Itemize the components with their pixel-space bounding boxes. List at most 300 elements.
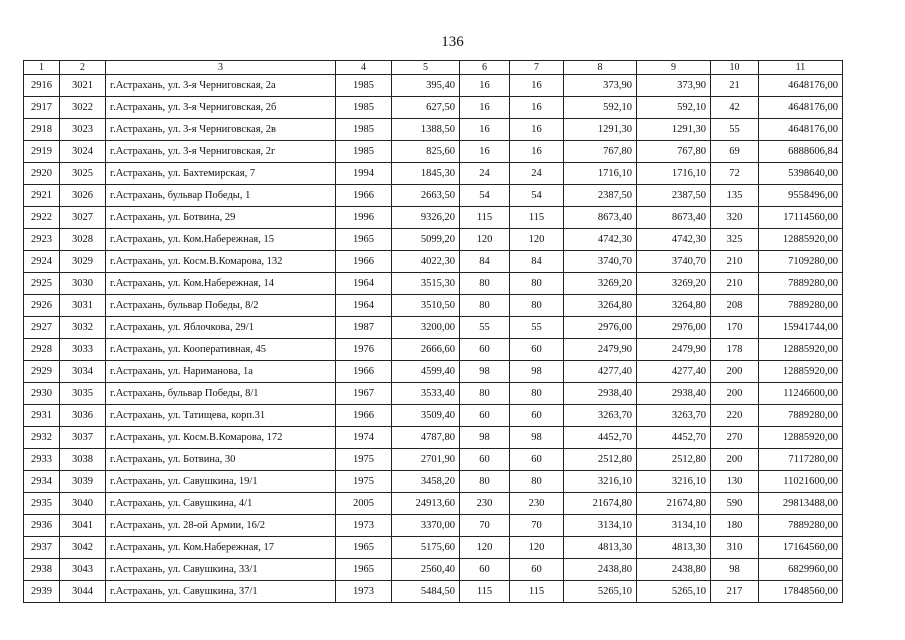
cell-residents: 80	[510, 383, 564, 405]
cell-apartments: 54	[460, 185, 510, 207]
cell-apartments: 80	[460, 295, 510, 317]
cell-residents: 70	[510, 515, 564, 537]
table-row	[24, 317, 843, 339]
column-header-9: 9	[637, 61, 711, 75]
cell-row-number: 2939	[24, 581, 60, 603]
table-row	[24, 493, 843, 515]
cell-living-area: 4742,30	[564, 229, 637, 251]
cell-address: г.Астрахань, ул. 3-я Черниговская, 2б	[106, 97, 336, 119]
cell-living-area: 4277,40	[564, 361, 637, 383]
cell-cost: 12885920,00	[759, 339, 843, 361]
cell-year-built: 1965	[336, 537, 392, 559]
cell-year-built: 1985	[336, 119, 392, 141]
cell-apartments: 70	[460, 515, 510, 537]
cell-apartments: 98	[460, 427, 510, 449]
cell-living-area: 3263,70	[564, 405, 637, 427]
cell-total-area: 3458,20	[392, 471, 460, 493]
cell-wear-percent: 42	[711, 97, 759, 119]
cell-living-area: 2479,90	[564, 339, 637, 361]
column-header-7: 7	[510, 61, 564, 75]
cell-object-id: 3026	[60, 185, 106, 207]
cell-apartments: 80	[460, 471, 510, 493]
cell-residents: 115	[510, 581, 564, 603]
cell-year-built: 2005	[336, 493, 392, 515]
cell-wear-percent: 21	[711, 75, 759, 97]
cell-row-number: 2920	[24, 163, 60, 185]
cell-living-area: 3216,10	[564, 471, 637, 493]
cell-row-number: 2926	[24, 295, 60, 317]
cell-living-area: 21674,80	[564, 493, 637, 515]
table-row	[24, 141, 843, 163]
cell-cost: 29813488,00	[759, 493, 843, 515]
column-header-2: 2	[60, 61, 106, 75]
cell-useful-area: 2438,80	[637, 559, 711, 581]
cell-useful-area: 21674,80	[637, 493, 711, 515]
cell-object-id: 3043	[60, 559, 106, 581]
table-row	[24, 427, 843, 449]
cell-object-id: 3022	[60, 97, 106, 119]
cell-year-built: 1966	[336, 361, 392, 383]
cell-apartments: 60	[460, 405, 510, 427]
cell-total-area: 3200,00	[392, 317, 460, 339]
cell-residents: 16	[510, 141, 564, 163]
cell-wear-percent: 325	[711, 229, 759, 251]
cell-wear-percent: 320	[711, 207, 759, 229]
cell-row-number: 2927	[24, 317, 60, 339]
cell-useful-area: 5265,10	[637, 581, 711, 603]
cell-apartments: 16	[460, 75, 510, 97]
cell-apartments: 16	[460, 141, 510, 163]
cell-object-id: 3028	[60, 229, 106, 251]
cell-row-number: 2935	[24, 493, 60, 515]
cell-address: г.Астрахань, ул. Савушкина, 37/1	[106, 581, 336, 603]
cell-object-id: 3023	[60, 119, 106, 141]
cell-living-area: 3269,20	[564, 273, 637, 295]
table-row	[24, 515, 843, 537]
cell-object-id: 3038	[60, 449, 106, 471]
cell-row-number: 2928	[24, 339, 60, 361]
cell-year-built: 1976	[336, 339, 392, 361]
cell-total-area: 2663,50	[392, 185, 460, 207]
cell-apartments: 60	[460, 559, 510, 581]
cell-apartments: 60	[460, 449, 510, 471]
cell-total-area: 3510,50	[392, 295, 460, 317]
column-number-row	[24, 61, 843, 75]
cell-year-built: 1975	[336, 471, 392, 493]
cell-apartments: 80	[460, 273, 510, 295]
cell-residents: 60	[510, 405, 564, 427]
cell-row-number: 2929	[24, 361, 60, 383]
cell-year-built: 1975	[336, 449, 392, 471]
cell-object-id: 3033	[60, 339, 106, 361]
cell-year-built: 1985	[336, 75, 392, 97]
cell-living-area: 767,80	[564, 141, 637, 163]
cell-year-built: 1965	[336, 559, 392, 581]
cell-wear-percent: 590	[711, 493, 759, 515]
cell-residents: 16	[510, 119, 564, 141]
cell-residents: 60	[510, 449, 564, 471]
cell-residents: 24	[510, 163, 564, 185]
cell-cost: 5398640,00	[759, 163, 843, 185]
cell-residents: 55	[510, 317, 564, 339]
cell-useful-area: 2479,90	[637, 339, 711, 361]
cell-useful-area: 3263,70	[637, 405, 711, 427]
cell-useful-area: 3740,70	[637, 251, 711, 273]
cell-wear-percent: 310	[711, 537, 759, 559]
table-row	[24, 339, 843, 361]
cell-useful-area: 4813,30	[637, 537, 711, 559]
cell-wear-percent: 220	[711, 405, 759, 427]
cell-total-area: 395,40	[392, 75, 460, 97]
cell-useful-area: 2938,40	[637, 383, 711, 405]
cell-total-area: 2701,90	[392, 449, 460, 471]
cell-living-area: 2512,80	[564, 449, 637, 471]
cell-year-built: 1996	[336, 207, 392, 229]
cell-wear-percent: 98	[711, 559, 759, 581]
cell-useful-area: 592,10	[637, 97, 711, 119]
table-row	[24, 119, 843, 141]
cell-living-area: 1291,30	[564, 119, 637, 141]
cell-object-id: 3044	[60, 581, 106, 603]
cell-living-area: 5265,10	[564, 581, 637, 603]
column-header-8: 8	[564, 61, 637, 75]
cell-row-number: 2932	[24, 427, 60, 449]
cell-total-area: 5484,50	[392, 581, 460, 603]
cell-object-id: 3042	[60, 537, 106, 559]
cell-residents: 16	[510, 75, 564, 97]
cell-residents: 120	[510, 229, 564, 251]
cell-year-built: 1966	[336, 251, 392, 273]
column-header-5: 5	[392, 61, 460, 75]
cell-address: г.Астрахань, ул. 3-я Черниговская, 2г	[106, 141, 336, 163]
column-header-4: 4	[336, 61, 392, 75]
cell-row-number: 2918	[24, 119, 60, 141]
cell-useful-area: 3134,10	[637, 515, 711, 537]
cell-year-built: 1967	[336, 383, 392, 405]
cell-wear-percent: 210	[711, 251, 759, 273]
cell-apartments: 60	[460, 339, 510, 361]
cell-address: г.Астрахань, ул. Ботвина, 29	[106, 207, 336, 229]
cell-residents: 98	[510, 361, 564, 383]
cell-total-area: 825,60	[392, 141, 460, 163]
cell-row-number: 2923	[24, 229, 60, 251]
cell-living-area: 373,90	[564, 75, 637, 97]
cell-year-built: 1964	[336, 273, 392, 295]
cell-cost: 6829960,00	[759, 559, 843, 581]
cell-row-number: 2919	[24, 141, 60, 163]
cell-living-area: 3134,10	[564, 515, 637, 537]
cell-year-built: 1974	[336, 427, 392, 449]
cell-cost: 12885920,00	[759, 229, 843, 251]
cell-useful-area: 373,90	[637, 75, 711, 97]
cell-address: г.Астрахань, ул. 3-я Черниговская, 2в	[106, 119, 336, 141]
table-row	[24, 405, 843, 427]
cell-useful-area: 3269,20	[637, 273, 711, 295]
cell-total-area: 5175,60	[392, 537, 460, 559]
cell-address: г.Астрахань, бульвар Победы, 8/2	[106, 295, 336, 317]
cell-residents: 54	[510, 185, 564, 207]
cell-residents: 16	[510, 97, 564, 119]
cell-useful-area: 2512,80	[637, 449, 711, 471]
cell-row-number: 2916	[24, 75, 60, 97]
housing-registry-table	[23, 60, 843, 603]
table-body	[24, 75, 843, 603]
cell-living-area: 2938,40	[564, 383, 637, 405]
table-row	[24, 97, 843, 119]
column-header-10: 10	[711, 61, 759, 75]
cell-year-built: 1985	[336, 141, 392, 163]
cell-object-id: 3035	[60, 383, 106, 405]
table-row	[24, 185, 843, 207]
cell-total-area: 4787,80	[392, 427, 460, 449]
cell-total-area: 5099,20	[392, 229, 460, 251]
table-row	[24, 581, 843, 603]
cell-wear-percent: 170	[711, 317, 759, 339]
cell-year-built: 1973	[336, 581, 392, 603]
cell-address: г.Астрахань, ул. Савушкина, 19/1	[106, 471, 336, 493]
table-row	[24, 449, 843, 471]
cell-cost: 9558496,00	[759, 185, 843, 207]
cell-cost: 4648176,00	[759, 97, 843, 119]
cell-address: г.Астрахань, ул. 3-я Черниговская, 2а	[106, 75, 336, 97]
cell-living-area: 3264,80	[564, 295, 637, 317]
cell-living-area: 592,10	[564, 97, 637, 119]
cell-total-area: 4022,30	[392, 251, 460, 273]
cell-wear-percent: 270	[711, 427, 759, 449]
cell-cost: 11021600,00	[759, 471, 843, 493]
cell-useful-area: 767,80	[637, 141, 711, 163]
cell-cost: 4648176,00	[759, 119, 843, 141]
cell-cost: 7117280,00	[759, 449, 843, 471]
cell-cost: 7889280,00	[759, 295, 843, 317]
cell-year-built: 1965	[336, 229, 392, 251]
cell-cost: 11246600,00	[759, 383, 843, 405]
table-row	[24, 251, 843, 273]
cell-apartments: 80	[460, 383, 510, 405]
cell-cost: 12885920,00	[759, 361, 843, 383]
cell-living-area: 2438,80	[564, 559, 637, 581]
cell-residents: 80	[510, 273, 564, 295]
table-row	[24, 537, 843, 559]
cell-total-area: 1845,30	[392, 163, 460, 185]
cell-cost: 17848560,00	[759, 581, 843, 603]
cell-total-area: 9326,20	[392, 207, 460, 229]
cell-address: г.Астрахань, ул. Кооперативная, 45	[106, 339, 336, 361]
cell-year-built: 1964	[336, 295, 392, 317]
page-number: 136	[441, 34, 464, 50]
column-header-1: 1	[24, 61, 60, 75]
cell-useful-area: 8673,40	[637, 207, 711, 229]
cell-wear-percent: 55	[711, 119, 759, 141]
cell-apartments: 98	[460, 361, 510, 383]
cell-total-area: 627,50	[392, 97, 460, 119]
cell-wear-percent: 135	[711, 185, 759, 207]
cell-apartments: 16	[460, 97, 510, 119]
cell-useful-area: 2387,50	[637, 185, 711, 207]
cell-total-area: 24913,60	[392, 493, 460, 515]
cell-row-number: 2937	[24, 537, 60, 559]
cell-cost: 6888606,84	[759, 141, 843, 163]
cell-wear-percent: 200	[711, 361, 759, 383]
cell-row-number: 2934	[24, 471, 60, 493]
cell-residents: 98	[510, 427, 564, 449]
cell-object-id: 3025	[60, 163, 106, 185]
cell-residents: 115	[510, 207, 564, 229]
column-header-6: 6	[460, 61, 510, 75]
cell-object-id: 3024	[60, 141, 106, 163]
cell-year-built: 1973	[336, 515, 392, 537]
cell-row-number: 2924	[24, 251, 60, 273]
cell-object-id: 3040	[60, 493, 106, 515]
cell-useful-area: 4277,40	[637, 361, 711, 383]
cell-object-id: 3036	[60, 405, 106, 427]
cell-cost: 7889280,00	[759, 405, 843, 427]
cell-apartments: 84	[460, 251, 510, 273]
cell-address: г.Астрахань, ул. Татищева, корп.31	[106, 405, 336, 427]
cell-address: г.Астрахань, бульвар Победы, 8/1	[106, 383, 336, 405]
cell-useful-area: 3264,80	[637, 295, 711, 317]
cell-address: г.Астрахань, ул. Ком.Набережная, 17	[106, 537, 336, 559]
table-row	[24, 163, 843, 185]
cell-residents: 60	[510, 559, 564, 581]
cell-useful-area: 4452,70	[637, 427, 711, 449]
cell-useful-area: 3216,10	[637, 471, 711, 493]
cell-address: г.Астрахань, ул. Савушкина, 4/1	[106, 493, 336, 515]
table-row	[24, 75, 843, 97]
cell-address: г.Астрахань, ул. 28-ой Армии, 16/2	[106, 515, 336, 537]
cell-wear-percent: 208	[711, 295, 759, 317]
cell-object-id: 3030	[60, 273, 106, 295]
cell-living-area: 2387,50	[564, 185, 637, 207]
cell-wear-percent: 200	[711, 383, 759, 405]
cell-wear-percent: 217	[711, 581, 759, 603]
table-row	[24, 207, 843, 229]
cell-address: г.Астрахань, ул. Косм.В.Комарова, 172	[106, 427, 336, 449]
cell-year-built: 1966	[336, 185, 392, 207]
column-header-3: 3	[106, 61, 336, 75]
cell-row-number: 2936	[24, 515, 60, 537]
cell-total-area: 3533,40	[392, 383, 460, 405]
cell-apartments: 115	[460, 207, 510, 229]
cell-object-id: 3041	[60, 515, 106, 537]
cell-address: г.Астрахань, ул. Савушкина, 33/1	[106, 559, 336, 581]
cell-wear-percent: 200	[711, 449, 759, 471]
cell-cost: 7889280,00	[759, 515, 843, 537]
cell-object-id: 3039	[60, 471, 106, 493]
cell-row-number: 2930	[24, 383, 60, 405]
cell-living-area: 4452,70	[564, 427, 637, 449]
cell-living-area: 4813,30	[564, 537, 637, 559]
table-row	[24, 471, 843, 493]
column-header-11: 11	[759, 61, 843, 75]
cell-year-built: 1985	[336, 97, 392, 119]
cell-living-area: 2976,00	[564, 317, 637, 339]
cell-object-id: 3037	[60, 427, 106, 449]
cell-wear-percent: 210	[711, 273, 759, 295]
table-row	[24, 273, 843, 295]
cell-address: г.Астрахань, ул. Бахтемирская, 7	[106, 163, 336, 185]
cell-cost: 15941744,00	[759, 317, 843, 339]
cell-apartments: 24	[460, 163, 510, 185]
cell-year-built: 1966	[336, 405, 392, 427]
cell-cost: 7889280,00	[759, 273, 843, 295]
cell-row-number: 2917	[24, 97, 60, 119]
cell-apartments: 120	[460, 229, 510, 251]
cell-row-number: 2931	[24, 405, 60, 427]
cell-row-number: 2938	[24, 559, 60, 581]
cell-residents: 80	[510, 295, 564, 317]
cell-useful-area: 1291,30	[637, 119, 711, 141]
cell-total-area: 2666,60	[392, 339, 460, 361]
cell-living-area: 1716,10	[564, 163, 637, 185]
cell-object-id: 3032	[60, 317, 106, 339]
cell-row-number: 2921	[24, 185, 60, 207]
table-row	[24, 559, 843, 581]
cell-total-area: 3509,40	[392, 405, 460, 427]
cell-object-id: 3034	[60, 361, 106, 383]
cell-apartments: 115	[460, 581, 510, 603]
cell-row-number: 2933	[24, 449, 60, 471]
cell-living-area: 8673,40	[564, 207, 637, 229]
cell-address: г.Астрахань, ул. Нариманова, 1а	[106, 361, 336, 383]
cell-object-id: 3029	[60, 251, 106, 273]
cell-wear-percent: 180	[711, 515, 759, 537]
table-row	[24, 383, 843, 405]
cell-cost: 7109280,00	[759, 251, 843, 273]
table-row	[24, 361, 843, 383]
cell-residents: 120	[510, 537, 564, 559]
cell-living-area: 3740,70	[564, 251, 637, 273]
cell-useful-area: 1716,10	[637, 163, 711, 185]
cell-address: г.Астрахань, ул. Косм.В.Комарова, 132	[106, 251, 336, 273]
cell-address: г.Астрахань, ул. Ком.Набережная, 14	[106, 273, 336, 295]
cell-total-area: 3370,00	[392, 515, 460, 537]
cell-total-area: 2560,40	[392, 559, 460, 581]
cell-cost: 17164560,00	[759, 537, 843, 559]
cell-row-number: 2922	[24, 207, 60, 229]
cell-residents: 230	[510, 493, 564, 515]
cell-object-id: 3031	[60, 295, 106, 317]
cell-cost: 17114560,00	[759, 207, 843, 229]
cell-cost: 12885920,00	[759, 427, 843, 449]
cell-address: г.Астрахань, ул. Яблочкова, 29/1	[106, 317, 336, 339]
cell-useful-area: 2976,00	[637, 317, 711, 339]
cell-total-area: 4599,40	[392, 361, 460, 383]
cell-apartments: 230	[460, 493, 510, 515]
cell-object-id: 3027	[60, 207, 106, 229]
cell-useful-area: 4742,30	[637, 229, 711, 251]
table-row	[24, 229, 843, 251]
cell-wear-percent: 178	[711, 339, 759, 361]
cell-cost: 4648176,00	[759, 75, 843, 97]
cell-apartments: 55	[460, 317, 510, 339]
cell-address: г.Астрахань, ул. Ботвина, 30	[106, 449, 336, 471]
cell-residents: 80	[510, 471, 564, 493]
cell-row-number: 2925	[24, 273, 60, 295]
cell-wear-percent: 69	[711, 141, 759, 163]
cell-address: г.Астрахань, ул. Ком.Набережная, 15	[106, 229, 336, 251]
cell-total-area: 1388,50	[392, 119, 460, 141]
cell-year-built: 1987	[336, 317, 392, 339]
table-header	[24, 61, 843, 75]
cell-object-id: 3021	[60, 75, 106, 97]
cell-wear-percent: 72	[711, 163, 759, 185]
cell-address: г.Астрахань, бульвар Победы, 1	[106, 185, 336, 207]
cell-residents: 60	[510, 339, 564, 361]
cell-apartments: 120	[460, 537, 510, 559]
cell-year-built: 1994	[336, 163, 392, 185]
cell-apartments: 16	[460, 119, 510, 141]
